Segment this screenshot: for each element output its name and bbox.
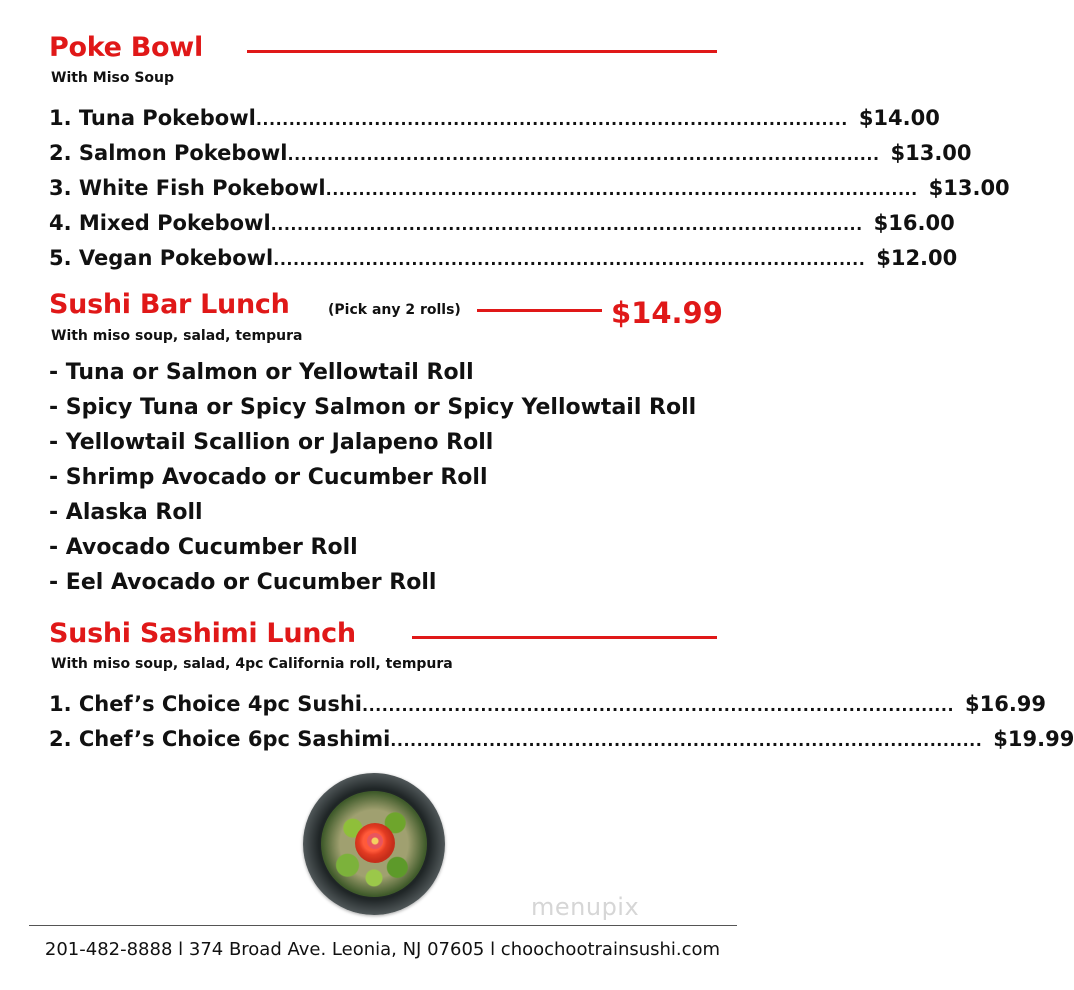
poke-bowl-rule bbox=[247, 50, 717, 53]
roll-option: - Tuna or Salmon or Yellowtail Roll bbox=[49, 360, 474, 385]
sushi-bar-subtitle: With miso soup, salad, tempura bbox=[51, 328, 303, 344]
sushi-sashimi-rule bbox=[412, 636, 717, 639]
item-name: 3. White Fish Pokebowl bbox=[49, 176, 326, 200]
roll-option: - Alaska Roll bbox=[49, 500, 203, 525]
item-price: $16.00 bbox=[873, 211, 955, 235]
roll-option: - Avocado Cucumber Roll bbox=[49, 535, 358, 560]
menu-item-chefs-choice-sashimi bbox=[49, 724, 1074, 754]
menu-item-tuna-pokebowl bbox=[49, 103, 940, 133]
item-price: $13.00 bbox=[928, 176, 1010, 200]
menu-item-chefs-choice-sushi bbox=[49, 689, 1047, 719]
sushi-bar-note: (Pick any 2 rolls) bbox=[328, 302, 461, 318]
menu-item-white-fish-pokebowl bbox=[49, 173, 1010, 203]
footer-divider bbox=[29, 925, 737, 926]
item-name: 1. Chef’s Choice 4pc Sushi bbox=[49, 692, 362, 716]
item-name: 1. Tuna Pokebowl bbox=[49, 106, 256, 130]
menu-item-vegan-pokebowl bbox=[49, 243, 958, 273]
edible-flower bbox=[367, 833, 383, 849]
item-price: $13.00 bbox=[890, 141, 972, 165]
menu-item-salmon-pokebowl bbox=[49, 138, 972, 168]
sushi-sashimi-lunch-title: Sushi Sashimi Lunch bbox=[49, 618, 356, 649]
contact-footer: 201-482-8888 l 374 Broad Ave. Leonia, NJ 07605 l choochootrainsushi.com bbox=[44, 939, 721, 960]
dot-leader: .......................................................................................... bbox=[270, 215, 863, 234]
item-price: $19.99 bbox=[993, 727, 1074, 751]
roll-option: - Shrimp Avocado or Cucumber Roll bbox=[49, 465, 488, 490]
sushi-bar-price: $14.99 bbox=[611, 296, 723, 330]
poke-bowl-photo bbox=[303, 773, 445, 915]
dot-leader: .......................................................................................... bbox=[362, 696, 955, 715]
item-name: 4. Mixed Pokebowl bbox=[49, 211, 271, 235]
dot-leader: .......................................................................................... bbox=[255, 110, 848, 129]
item-price: $16.99 bbox=[964, 692, 1047, 716]
dot-leader: .......................................................................................... bbox=[273, 250, 866, 269]
menupix-watermark: menupix bbox=[531, 893, 640, 921]
item-name: 2. Salmon Pokebowl bbox=[49, 141, 288, 165]
dot-leader: .......................................................................................... bbox=[287, 145, 880, 164]
item-price: $12.00 bbox=[876, 246, 958, 270]
dot-leader: .......................................................................................... bbox=[390, 731, 983, 750]
roll-option: - Yellowtail Scallion or Jalapeno Roll bbox=[49, 430, 494, 455]
item-name: 2. Chef’s Choice 6pc Sashimi bbox=[49, 727, 391, 751]
sushi-sashimi-subtitle: With miso soup, salad, 4pc California roll, tempura bbox=[51, 656, 453, 672]
sushi-bar-lunch-title: Sushi Bar Lunch bbox=[49, 289, 290, 320]
dot-leader: .......................................................................................... bbox=[325, 180, 918, 199]
item-price: $14.00 bbox=[858, 106, 940, 130]
roll-option: - Eel Avocado or Cucumber Roll bbox=[49, 570, 437, 595]
item-name: 5. Vegan Pokebowl bbox=[49, 246, 274, 270]
poke-bowl-subtitle: With Miso Soup bbox=[51, 70, 175, 86]
menu-item-mixed-pokebowl bbox=[49, 208, 955, 238]
roll-option: - Spicy Tuna or Spicy Salmon or Spicy Yellowtail Roll bbox=[49, 395, 697, 420]
sushi-bar-rule bbox=[477, 309, 602, 312]
poke-bowl-title: Poke Bowl bbox=[49, 32, 203, 63]
